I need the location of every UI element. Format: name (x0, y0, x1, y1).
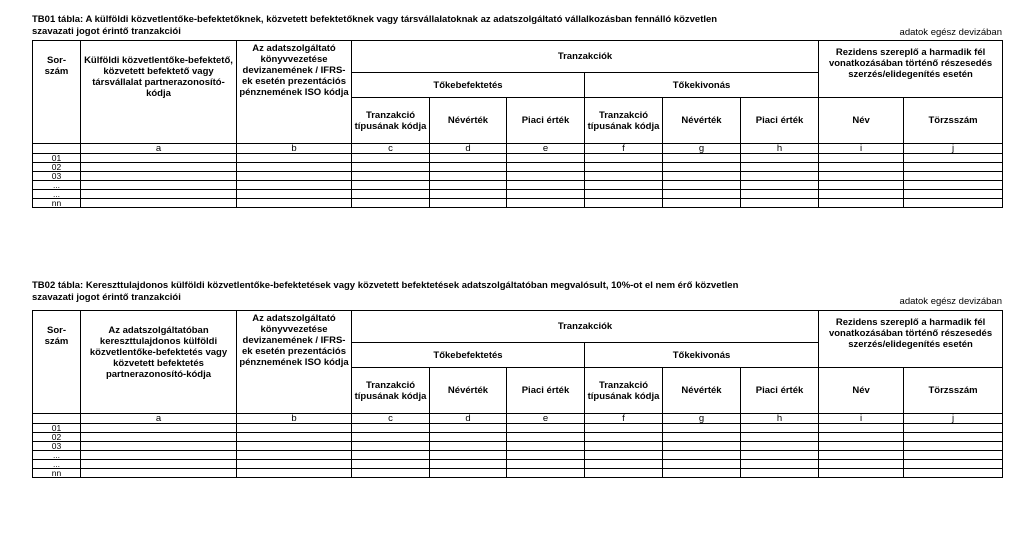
data-cell[interactable] (507, 460, 585, 469)
data-cell[interactable] (663, 199, 741, 208)
letter-cell: b (237, 414, 352, 424)
data-cell[interactable] (663, 172, 741, 181)
data-cell[interactable] (81, 190, 237, 199)
data-cell[interactable] (904, 460, 1003, 469)
data-cell[interactable] (663, 442, 741, 451)
data-table (32, 40, 1003, 208)
header-nevertek-d: Névérték (430, 368, 507, 414)
data-cell[interactable] (237, 199, 352, 208)
header-piaci-e: Piaci érték (507, 368, 585, 414)
letter-cell: i (819, 414, 904, 424)
table-title-line2: szavazati jogot érintő tranzakciói (32, 292, 181, 303)
data-cell[interactable] (81, 442, 237, 451)
data-cell[interactable] (904, 424, 1003, 433)
data-cell[interactable] (430, 163, 507, 172)
row-number: 03 (33, 172, 81, 181)
header-piaci-e: Piaci érték (507, 98, 585, 144)
data-cell[interactable] (507, 433, 585, 442)
data-cell[interactable] (352, 199, 430, 208)
data-cell[interactable] (904, 190, 1003, 199)
data-cell[interactable] (741, 199, 819, 208)
table-title-line1: TB01 tábla: A külföldi közvetlentőke-befektetőknek, közvetett befektetőknek vagy társvállalatoknak az adatszolgáltató vállalkozásban fennálló közvetlen (32, 14, 718, 25)
header-tokekivonas: Tőkekivonás (585, 73, 819, 98)
data-cell[interactable] (507, 451, 585, 460)
table-row (33, 190, 1003, 199)
table-row (33, 433, 1003, 442)
data-cell[interactable] (819, 469, 904, 478)
header-tokekivonas: Tőkekivonás (585, 343, 819, 368)
data-cell[interactable] (352, 424, 430, 433)
data-cell[interactable] (81, 163, 237, 172)
data-cell[interactable] (81, 460, 237, 469)
header-tranz-kod-c: Tranzakció típusának kódja (352, 368, 430, 414)
data-cell[interactable] (430, 154, 507, 163)
data-cell[interactable] (819, 433, 904, 442)
data-cell[interactable] (663, 460, 741, 469)
header-nevertek-d: Névérték (430, 98, 507, 144)
data-cell[interactable] (585, 424, 663, 433)
data-cell[interactable] (741, 469, 819, 478)
data-cell[interactable] (819, 154, 904, 163)
data-cell[interactable] (352, 154, 430, 163)
data-table (32, 310, 1003, 478)
data-cell[interactable] (741, 154, 819, 163)
data-cell[interactable] (507, 163, 585, 172)
header-sorszam: Sor- szám (33, 41, 81, 144)
data-cell[interactable] (819, 442, 904, 451)
data-cell[interactable] (663, 190, 741, 199)
data-cell[interactable] (904, 172, 1003, 181)
data-cell[interactable] (904, 181, 1003, 190)
data-cell[interactable] (507, 424, 585, 433)
data-cell[interactable] (430, 433, 507, 442)
data-cell[interactable] (585, 460, 663, 469)
row-number: 03 (33, 442, 81, 451)
data-cell[interactable] (81, 154, 237, 163)
data-cell[interactable] (904, 469, 1003, 478)
data-cell[interactable] (430, 469, 507, 478)
data-cell[interactable] (507, 442, 585, 451)
data-cell[interactable] (430, 451, 507, 460)
table-title-line1: TB02 tábla: Kereszttulajdonos külföldi közvetlentőke-befektetések vagy közvetett befektetések adatszolgáltatóban megvalósult, 10%-ot el nem érő közvetlen (32, 280, 739, 291)
data-cell[interactable] (237, 163, 352, 172)
data-cell[interactable] (663, 433, 741, 442)
data-cell[interactable] (430, 172, 507, 181)
data-cell[interactable] (352, 469, 430, 478)
letter-cell: c (352, 414, 430, 424)
header-piaci-h: Piaci érték (741, 368, 819, 414)
table-title (32, 280, 832, 304)
data-cell[interactable] (741, 424, 819, 433)
header-torzsszam: Törzsszám (904, 98, 1003, 144)
data-cell[interactable] (237, 469, 352, 478)
data-cell[interactable] (904, 442, 1003, 451)
data-cell[interactable] (663, 424, 741, 433)
letter-cell-blank (33, 414, 81, 424)
data-cell[interactable] (237, 433, 352, 442)
data-cell[interactable] (430, 442, 507, 451)
letter-cell: f (585, 144, 663, 154)
table-row (33, 172, 1003, 181)
data-cell[interactable] (585, 451, 663, 460)
table-row (33, 451, 1003, 460)
row-number: ... (33, 460, 81, 469)
header-rezidens: Rezidens szereplő a harmadik fél vonatkozásában történő részesedés szerzés/elidegenítés esetén (819, 41, 1003, 98)
header-rezidens: Rezidens szereplő a harmadik fél vonatkozásában történő részesedés szerzés/elidegenítés esetén (819, 311, 1003, 368)
data-cell[interactable] (352, 181, 430, 190)
row-number: nn (33, 469, 81, 478)
letter-cell: a (81, 414, 237, 424)
data-cell[interactable] (904, 433, 1003, 442)
data-cell[interactable] (741, 460, 819, 469)
data-cell[interactable] (741, 442, 819, 451)
table-row (33, 424, 1003, 433)
letter-cell: e (507, 414, 585, 424)
table-row (33, 460, 1003, 469)
tb02-section (32, 280, 1002, 478)
letter-cell: g (663, 414, 741, 424)
data-cell[interactable] (237, 451, 352, 460)
data-cell[interactable] (430, 199, 507, 208)
data-cell[interactable] (741, 433, 819, 442)
data-cell[interactable] (741, 190, 819, 199)
letter-cell: j (904, 414, 1003, 424)
data-cell[interactable] (81, 433, 237, 442)
data-cell[interactable] (81, 172, 237, 181)
letter-cell-blank (33, 144, 81, 154)
table-row (33, 163, 1003, 172)
letter-cell: a (81, 144, 237, 154)
letter-cell: f (585, 414, 663, 424)
data-cell[interactable] (904, 163, 1003, 172)
data-cell[interactable] (430, 190, 507, 199)
letter-cell: d (430, 414, 507, 424)
data-cell[interactable] (663, 163, 741, 172)
data-cell[interactable] (741, 163, 819, 172)
header-nevertek-g: Névérték (663, 98, 741, 144)
table-row (33, 469, 1003, 478)
data-cell[interactable] (237, 154, 352, 163)
data-cell[interactable] (430, 460, 507, 469)
table-row (33, 181, 1003, 190)
unit-note: adatok egész devizában (899, 296, 1002, 307)
table-row (33, 199, 1003, 208)
data-cell[interactable] (585, 154, 663, 163)
data-cell[interactable] (352, 190, 430, 199)
data-cell[interactable] (237, 181, 352, 190)
data-cell[interactable] (819, 181, 904, 190)
header-tranzakciok: Tranzakciók (352, 311, 819, 343)
letter-cell: i (819, 144, 904, 154)
data-cell[interactable] (819, 190, 904, 199)
data-cell[interactable] (507, 172, 585, 181)
header-partner-code: Külföldi közvetlentőke-befektető, közvetett befektető vagy társvállalat partnerazonosító-kódja (81, 41, 237, 144)
data-cell[interactable] (663, 181, 741, 190)
row-number: nn (33, 199, 81, 208)
data-cell[interactable] (237, 460, 352, 469)
data-cell[interactable] (81, 199, 237, 208)
header-nev: Név (819, 98, 904, 144)
data-cell[interactable] (507, 190, 585, 199)
row-number: ... (33, 190, 81, 199)
row-number: ... (33, 451, 81, 460)
data-cell[interactable] (81, 469, 237, 478)
data-cell[interactable] (585, 199, 663, 208)
data-cell[interactable] (237, 424, 352, 433)
data-cell[interactable] (352, 172, 430, 181)
data-cell[interactable] (819, 460, 904, 469)
data-cell[interactable] (430, 181, 507, 190)
header-tokebefektetes: Tőkebefektetés (352, 343, 585, 368)
data-cell[interactable] (81, 181, 237, 190)
data-cell[interactable] (663, 469, 741, 478)
letter-cell: b (237, 144, 352, 154)
data-cell[interactable] (904, 154, 1003, 163)
data-cell[interactable] (904, 199, 1003, 208)
data-cell[interactable] (237, 442, 352, 451)
data-cell[interactable] (819, 451, 904, 460)
data-cell[interactable] (585, 172, 663, 181)
data-cell[interactable] (585, 190, 663, 199)
header-tranz-kod-f: Tranzakció típusának kódja (585, 98, 663, 144)
data-cell[interactable] (819, 163, 904, 172)
data-cell[interactable] (585, 163, 663, 172)
letter-cell: d (430, 144, 507, 154)
data-cell[interactable] (585, 433, 663, 442)
letter-cell: h (741, 144, 819, 154)
data-cell[interactable] (507, 469, 585, 478)
row-number: 02 (33, 433, 81, 442)
data-cell[interactable] (237, 172, 352, 181)
data-cell[interactable] (819, 172, 904, 181)
unit-note: adatok egész devizában (899, 27, 1002, 38)
data-cell[interactable] (352, 442, 430, 451)
data-cell[interactable] (507, 181, 585, 190)
header-currency-code: Az adatszolgáltató könyvvezetése devizanemének / IFRS-ek esetén prezentációs pénznemének ISO kódja (237, 41, 352, 144)
data-cell[interactable] (741, 451, 819, 460)
data-cell[interactable] (904, 451, 1003, 460)
header-tokebefektetes: Tőkebefektetés (352, 73, 585, 98)
data-cell[interactable] (507, 199, 585, 208)
header-partner-code: Az adatszolgáltatóban kereszttulajdonos külföldi közvetlentőke-befektetés vagy közvetett befektetés partnerazonosító-kódja (81, 311, 237, 414)
data-cell[interactable] (237, 190, 352, 199)
data-cell[interactable] (352, 433, 430, 442)
data-cell[interactable] (819, 424, 904, 433)
data-cell[interactable] (585, 181, 663, 190)
header-sorszam: Sor- szám (33, 311, 81, 414)
letter-cell: h (741, 414, 819, 424)
data-cell[interactable] (430, 424, 507, 433)
data-cell[interactable] (585, 442, 663, 451)
header-piaci-h: Piaci érték (741, 98, 819, 144)
data-cell[interactable] (507, 154, 585, 163)
header-tranz-kod-c: Tranzakció típusának kódja (352, 98, 430, 144)
data-cell[interactable] (741, 172, 819, 181)
header-currency-code: Az adatszolgáltató könyvvezetése devizanemének / IFRS-ek esetén prezentációs pénznemének ISO kódja (237, 311, 352, 414)
tb01-section (32, 14, 1002, 208)
letter-cell: g (663, 144, 741, 154)
data-cell[interactable] (585, 469, 663, 478)
data-cell[interactable] (819, 199, 904, 208)
row-number: 01 (33, 424, 81, 433)
data-cell[interactable] (81, 424, 237, 433)
data-cell[interactable] (352, 460, 430, 469)
table-row (33, 154, 1003, 163)
header-tranzakciok: Tranzakciók (352, 41, 819, 73)
row-number: 01 (33, 154, 81, 163)
data-cell[interactable] (352, 163, 430, 172)
data-cell[interactable] (741, 181, 819, 190)
data-cell[interactable] (352, 451, 430, 460)
table-row (33, 442, 1003, 451)
letter-cell: e (507, 144, 585, 154)
data-cell[interactable] (663, 154, 741, 163)
table-title (32, 14, 832, 38)
row-number: 02 (33, 163, 81, 172)
header-torzsszam: Törzsszám (904, 368, 1003, 414)
letter-cell: j (904, 144, 1003, 154)
row-number: ... (33, 181, 81, 190)
header-nevertek-g: Névérték (663, 368, 741, 414)
header-nev: Név (819, 368, 904, 414)
table-title-line2: szavazati jogot érintő tranzakciói (32, 26, 181, 37)
letter-cell: c (352, 144, 430, 154)
data-cell[interactable] (663, 451, 741, 460)
header-tranz-kod-f: Tranzakció típusának kódja (585, 368, 663, 414)
data-cell[interactable] (81, 451, 237, 460)
